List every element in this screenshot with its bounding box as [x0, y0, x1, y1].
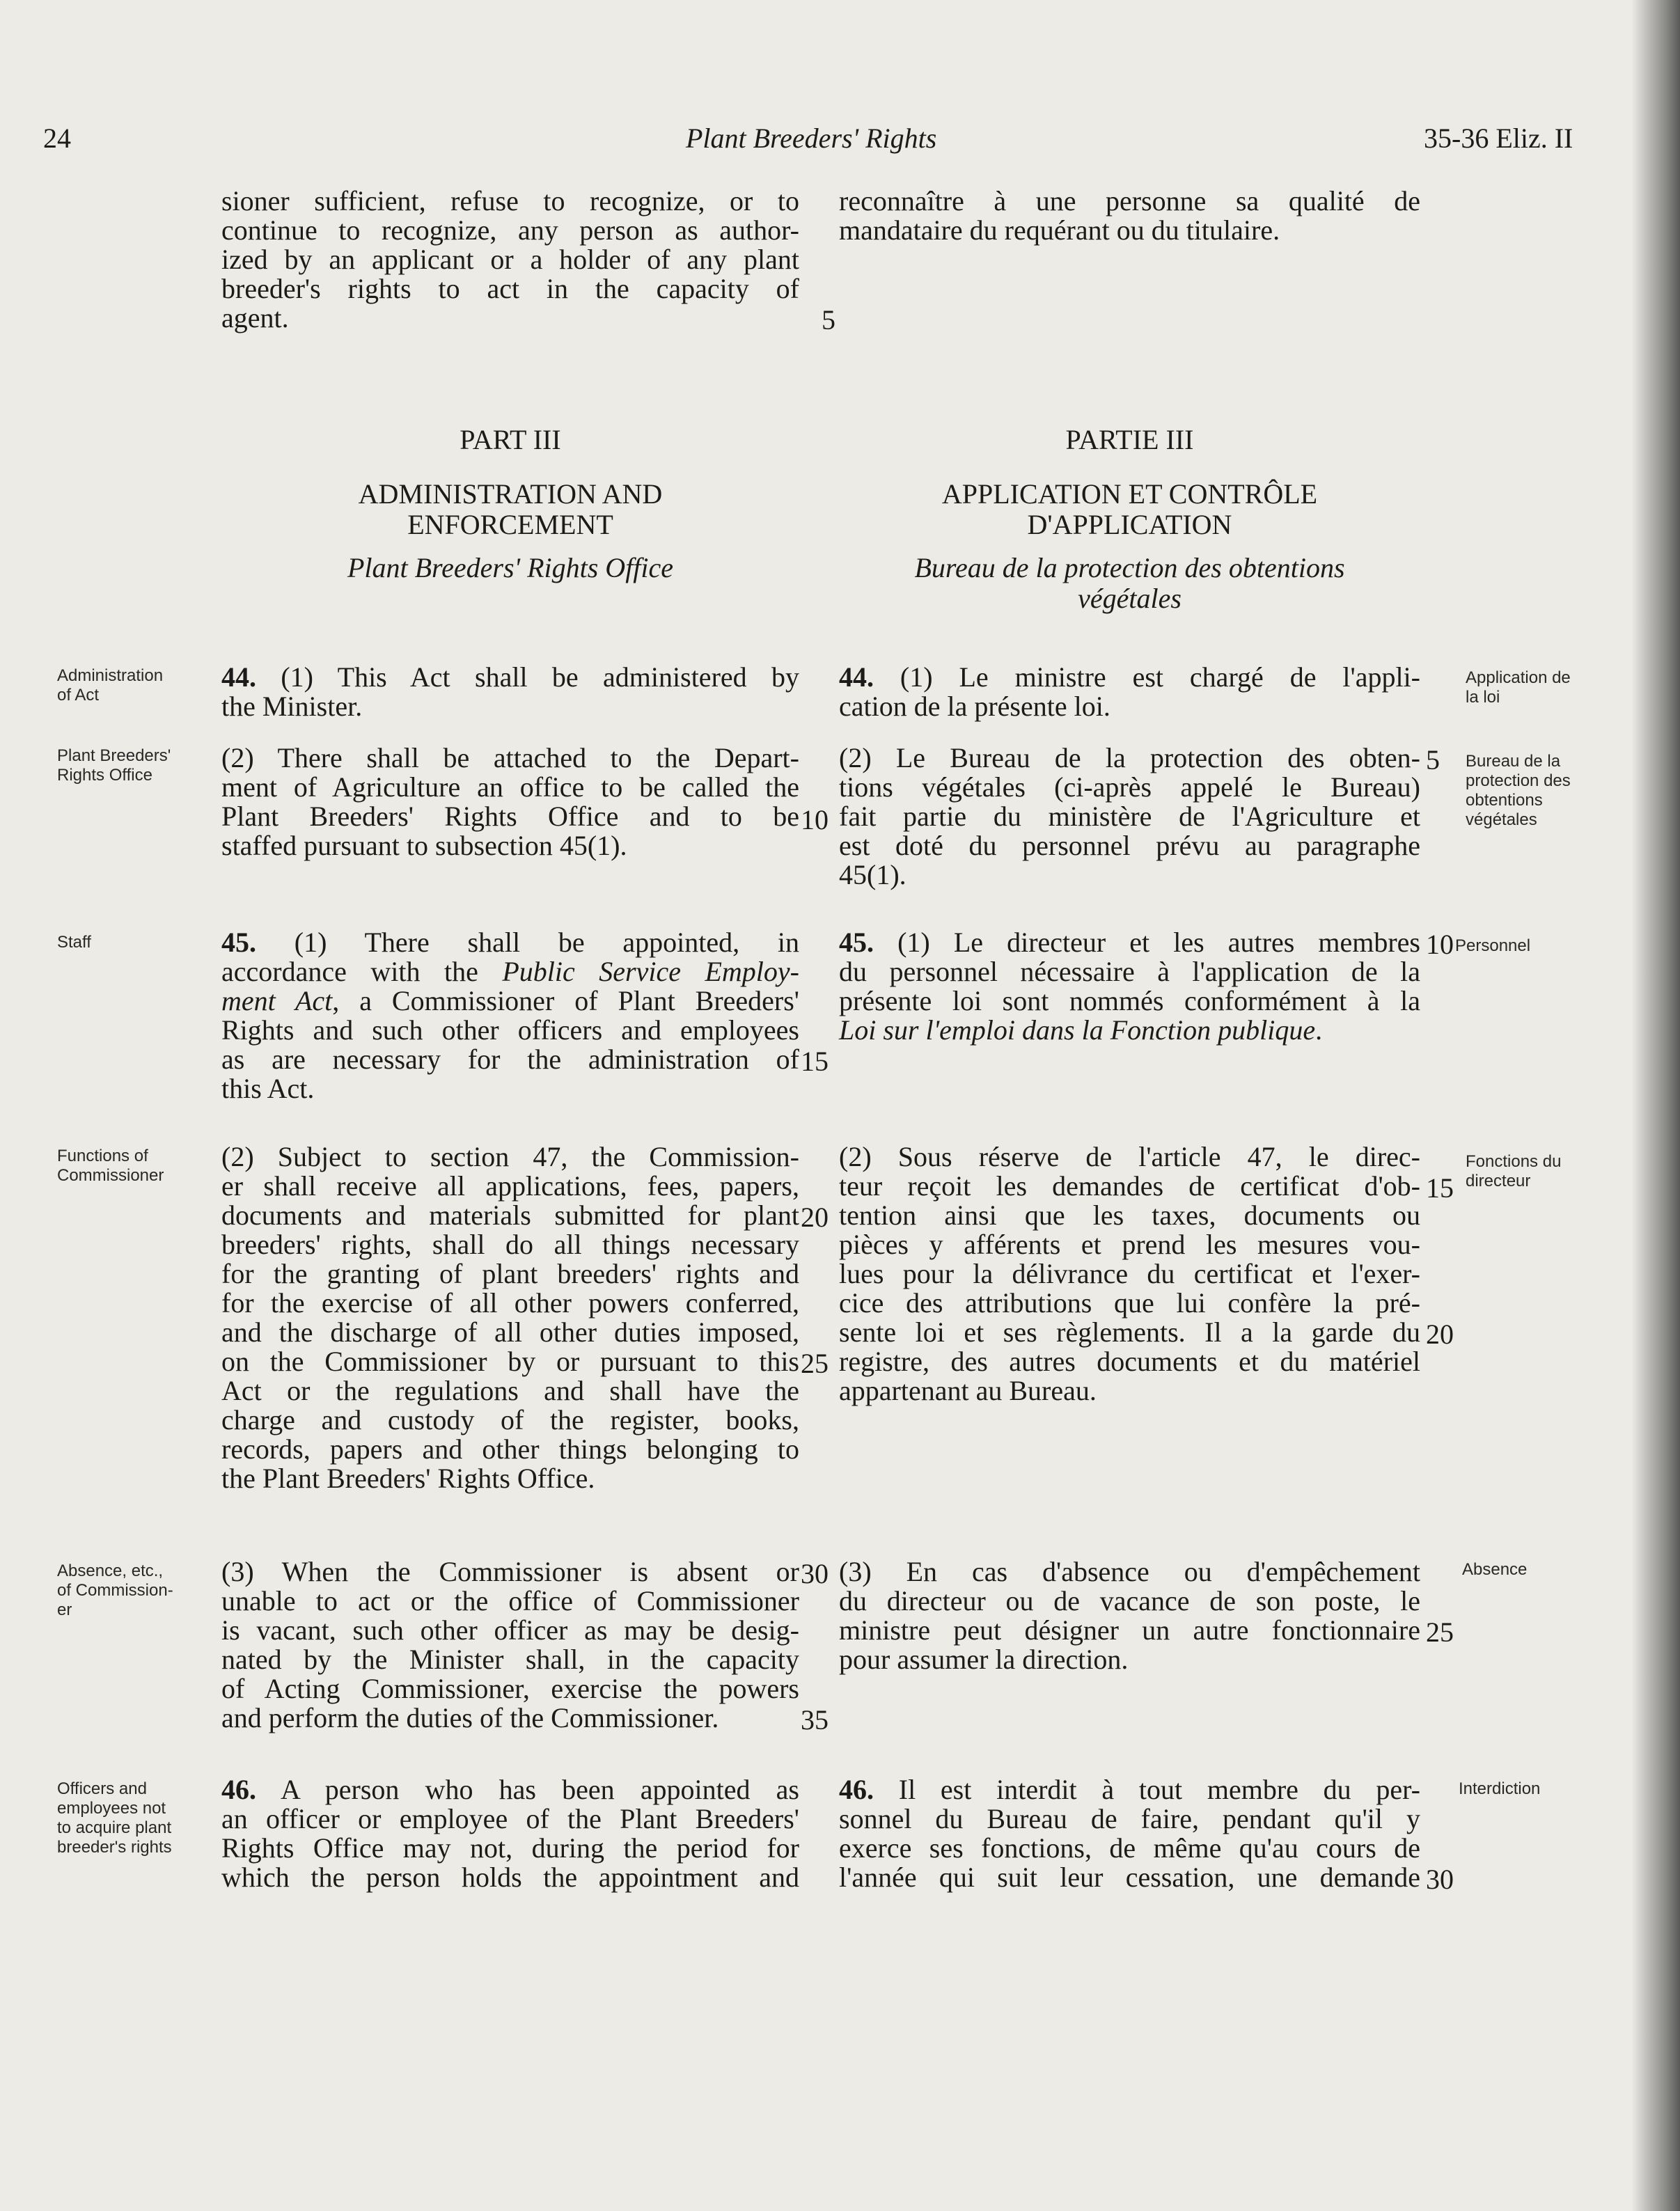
session-label: 35-36 Eliz. II [1424, 123, 1573, 154]
fr-s46: 46. Il est interdit à tout membre du per- sonnel du Bureau de faire, pendant qu'il y exerce ses fonctions, de même qu'au cours de l'année qui suit leur cessation, une demande [839, 1774, 1420, 1893]
margin-note-fr-interdiction: Interdiction [1459, 1779, 1541, 1798]
en-s45-2: (2) Subject to section 47, the Commission- er shall receive all applications, fees, papers, documents and materials submitted for plant breeders' rights, shall do all things necessary for the granting of plant breeders' rights and for the exercise of all other powers conferred, and the discharge of all other duties imposed, on the Commissioner by or pursuant to this Act or the regulations and shall have the charge and custody of the register, books, records, papers and other things belonging to the Plant Breeders' Rights Office. [221, 1141, 799, 1494]
en-part-heading [221, 425, 799, 583]
fr-part-number: PARTIE III [1065, 424, 1194, 455]
margin-note-fr-application: Application de la loi [1466, 668, 1571, 707]
line-number: 30 [801, 1558, 829, 1589]
en-s45-3: (3) When the Commissioner is absent or unable to act or the office of Commissioner is vacant, such other officer as may be desig- nated by the Minister shall, in the capacity of Acting Commissioner, exercise the powers and perform the duties of the Commissioner. [221, 1556, 799, 1733]
page-edge-shadow [1631, 0, 1680, 2211]
line-number: 30 [1426, 1864, 1454, 1895]
fr-s44-2: (2) Le Bureau de la protection des obten- tions végétales (ci-après appelé le Bureau) fait partie du ministère de l'Agriculture et est doté du personnel prévu au paragraphe 45(1). [839, 742, 1420, 890]
line-number: 5 [822, 304, 835, 336]
margin-note-officers: Officers and employees not to acquire plant breeder's rights [57, 1779, 172, 1857]
margin-note-fr-bureau: Bureau de la protection des obtentions végétales [1466, 752, 1571, 829]
line-number: 25 [1426, 1616, 1454, 1648]
margin-note-administration: Administration of Act [57, 666, 164, 705]
en-s44-2: (2) There shall be attached to the Depart- ment of Agriculture an office to be called the Plant Breeders' Rights Office and to be staffed pursuant to subsection 45(1). [221, 742, 799, 861]
en-part-title-2: ENFORCEMENT [407, 509, 613, 540]
fr-part-title-1: APPLICATION ET CONTRÔLE [941, 478, 1318, 510]
fr-part-heading [839, 425, 1420, 614]
en-part-title-1: ADMINISTRATION AND [358, 478, 663, 510]
fr-part-subtitle-1: Bureau de la protection des obtentions [914, 552, 1345, 583]
margin-note-fr-personnel: Personnel [1455, 936, 1531, 955]
line-number: 35 [801, 1704, 829, 1736]
fr-s45-2: (2) Sous réserve de l'article 47, le direc- teur reçoit les demandes de certificat d'ob- tention ainsi que les taxes, documents ou pièces y afférents et prend les mesures vou- lues pour la délivrance du certificat et l'exer- cice des attributions que lui confère la pré- sente loi et ses règlements. Il a la garde du registre, des autres documents et du matériel appartenant au Bureau. [839, 1141, 1420, 1406]
line-number: 15 [1426, 1172, 1454, 1204]
running-title: Plant Breeders' Rights [686, 123, 937, 154]
line-number: 10 [801, 804, 829, 835]
fr-s45-3: (3) En cas d'absence ou d'empêchement du directeur ou de vacance de son poste, le ministre peut désigner un autre fonctionnaire pour assumer la direction. [839, 1556, 1420, 1675]
line-number: 10 [1426, 929, 1454, 960]
line-number: 20 [1426, 1319, 1454, 1350]
fr-s45-1: 45. (1) Le directeur et les autres membres du personnel nécessaire à l'application de la présente loi sont nommés conformément à la Loi sur l'emploi dans la Fonction publique. [839, 927, 1420, 1046]
en-part-subtitle: Plant Breeders' Rights Office [347, 552, 674, 583]
margin-note-staff: Staff [57, 933, 91, 952]
en-s45-1: 45. (1) There shall be appointed, in accordance with the Public Service Employ- ment Act, a Commissioner of Plant Breeders' Rights and such other officers and employees as are necessary for the administration of this Act. [221, 927, 799, 1104]
line-number: 15 [801, 1046, 829, 1077]
en-s44-1: 44. (1) This Act shall be administered by the Minister. [221, 661, 799, 722]
page-number: 24 [43, 123, 71, 154]
fr-part-subtitle-2: végétales [1078, 583, 1182, 614]
en-part-number: PART III [460, 424, 561, 455]
margin-note-fr-fonctions: Fonctions du directeur [1466, 1152, 1562, 1190]
fr-part-title-2: D'APPLICATION [1027, 509, 1232, 540]
margin-note-absence: Absence, etc., of Commission- er [57, 1561, 173, 1619]
en-s46: 46. A person who has been appointed as an officer or employee of the Plant Breeders' Rights Office may not, during the period for which the person holds the appointment and [221, 1774, 799, 1893]
margin-note-functions: Functions of Commissioner [57, 1147, 164, 1185]
fr-carryover: reconnaître à une personne sa qualité de mandataire du requérant ou du titulaire. [839, 185, 1420, 246]
line-number: 5 [1426, 744, 1440, 776]
margin-note-fr-absence: Absence [1462, 1560, 1528, 1579]
en-carryover: sioner sufficient, refuse to recognize, or to continue to recognize, any person as author- ized by an applicant or a holder of any plant breeder's rights to act in the capacity of agent. [221, 185, 799, 333]
fr-s44-1: 44. (1) Le ministre est chargé de l'appli- cation de la présente loi. [839, 661, 1420, 722]
margin-note-office: Plant Breeders' Rights Office [57, 746, 171, 785]
line-number: 25 [801, 1348, 829, 1379]
line-number: 20 [801, 1202, 829, 1233]
